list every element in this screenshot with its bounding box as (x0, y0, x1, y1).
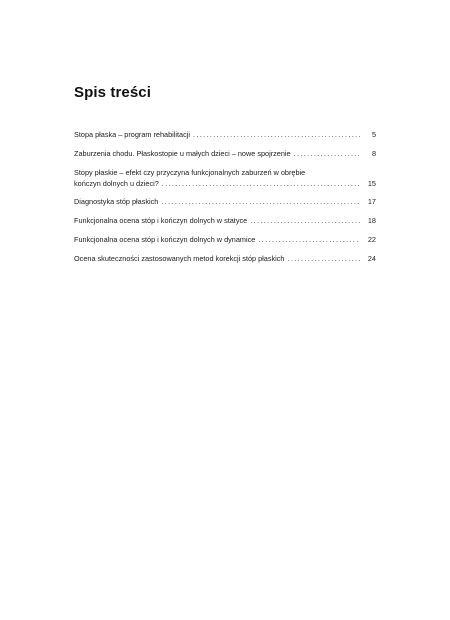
toc-entry-title-line-2: kończyn dolnych u dzieci? (74, 178, 159, 188)
toc-line (74, 129, 376, 140)
dot-leader (193, 129, 360, 140)
toc-line (74, 253, 376, 264)
toc-entry[interactable] (74, 215, 376, 226)
toc-entry-title: Funkcjonalna ocena stóp i kończyn dolnych w statyce (74, 216, 248, 226)
page-title: Spis treści (74, 84, 151, 101)
toc-page-number: 24 (367, 253, 376, 263)
dot-leader (161, 196, 360, 207)
toc-page-number: 22 (367, 234, 376, 244)
toc-page-number: 8 (371, 148, 376, 158)
dot-leader (258, 234, 360, 245)
toc-entry[interactable] (74, 167, 376, 189)
toc-line (74, 234, 376, 245)
toc-entry[interactable] (74, 129, 376, 140)
toc-page-number: 17 (367, 197, 376, 207)
toc-entry-title-line-1: Stopy płaskie – efekt czy przyczyna funkcjonalnych zaburzeń w obrębie (74, 167, 306, 177)
dot-leader (288, 253, 361, 264)
toc-line (74, 196, 376, 207)
toc-entry[interactable] (74, 196, 376, 207)
toc-page-number: 15 (367, 178, 376, 188)
dot-leader (250, 215, 360, 226)
toc-entry-title: Stopa płaska – program rehabilitacji (74, 130, 191, 139)
toc-entry-title: Funkcjonalna ocena stóp i kończyn dolnych w dynamice (74, 234, 256, 244)
toc-entry[interactable] (74, 148, 376, 159)
toc-line (74, 215, 376, 226)
toc-page-number: 18 (367, 216, 376, 226)
toc-line (74, 178, 376, 189)
toc-page-number: 5 (371, 130, 376, 139)
toc-entry-title: Zaburzenia chodu. Płaskostopie u małych dzieci – nowe spojrzenie (74, 148, 291, 158)
toc-entry-title: Diagnostyka stóp płaskich (74, 197, 159, 207)
toc-line (74, 148, 376, 159)
table-of-contents (74, 129, 376, 272)
toc-entry[interactable] (74, 234, 376, 245)
dot-leader (294, 148, 360, 159)
dot-leader (162, 178, 360, 189)
toc-entry[interactable] (74, 253, 376, 264)
toc-entry-title: Ocena skuteczności zastosowanych metod korekcji stóp płaskich (74, 253, 285, 263)
